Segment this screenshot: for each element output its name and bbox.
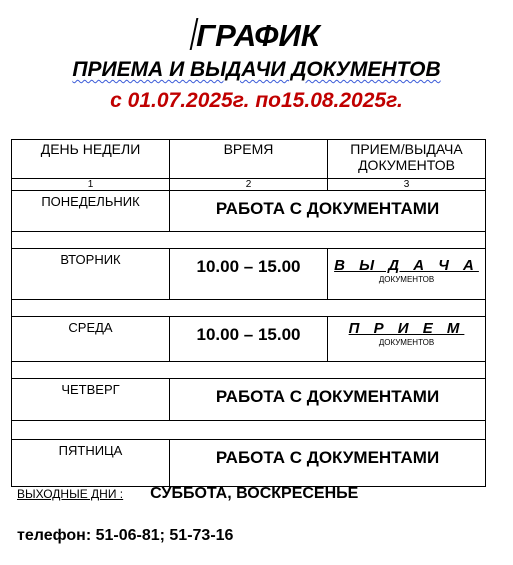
day-cell: ПОНЕДЕЛЬНИК <box>12 191 170 232</box>
days-off <box>17 485 358 503</box>
table-row-monday <box>12 191 486 232</box>
days-off-label: ВЫХОДНЫЕ ДНИ : <box>17 487 124 501</box>
day-cell: ПЯТНИЦА <box>12 440 170 487</box>
time-cell: 10.00 – 15.00 <box>170 249 328 300</box>
merged-cell: РАБОТА С ДОКУМЕНТАМИ <box>170 191 486 232</box>
action-cell <box>328 249 486 300</box>
merged-cell: РАБОТА С ДОКУМЕНТАМИ <box>170 440 486 487</box>
subtitle-text: ПРИЕМА И ВЫДАЧИ ДОКУМЕНТОВ <box>72 58 441 81</box>
table-row-wednesday <box>12 317 486 362</box>
action-label: П Р И Е М <box>348 320 465 337</box>
days-off-value: СУББОТА, ВОСКРЕСЕНЬЕ <box>150 485 359 502</box>
action-sublabel: ДОКУМЕНТОВ <box>378 275 435 284</box>
table-row-thursday <box>12 379 486 421</box>
phone: телефон: 51-06-81; 51-73-16 <box>17 527 234 544</box>
spacer-row <box>12 232 486 249</box>
day-cell: ЧЕТВЕРГ <box>12 379 170 421</box>
action-cell <box>328 317 486 362</box>
column-header-time: ВРЕМЯ <box>170 140 328 179</box>
merged-cell: РАБОТА С ДОКУМЕНТАМИ <box>170 379 486 421</box>
spacer-row <box>12 421 486 440</box>
title-text: ГРАФИК <box>196 18 320 53</box>
column-header-day: ДЕНЬ НЕДЕЛИ <box>12 140 170 179</box>
table-row-friday <box>12 440 486 487</box>
time-cell: 10.00 – 15.00 <box>170 317 328 362</box>
spacer-row <box>12 300 486 317</box>
page-title <box>0 18 513 54</box>
table-header-row <box>12 140 486 179</box>
spacer-row <box>12 362 486 379</box>
column-number-row <box>12 179 486 191</box>
table-row-tuesday <box>12 249 486 300</box>
day-cell: ВТОРНИК <box>12 249 170 300</box>
period: с 01.07.2025г. по15.08.2025г. <box>110 89 403 112</box>
column-number: 1 <box>12 179 170 191</box>
schedule-table <box>11 139 486 487</box>
column-header-action: ПРИЕМ/ВЫДАЧА ДОКУМЕНТОВ <box>328 140 486 179</box>
column-number: 2 <box>170 179 328 191</box>
subtitle <box>0 58 513 82</box>
action-label: В Ы Д А Ч А <box>334 257 479 274</box>
day-cell: СРЕДА <box>12 317 170 362</box>
column-number: 3 <box>328 179 486 191</box>
action-sublabel: ДОКУМЕНТОВ <box>378 338 435 347</box>
